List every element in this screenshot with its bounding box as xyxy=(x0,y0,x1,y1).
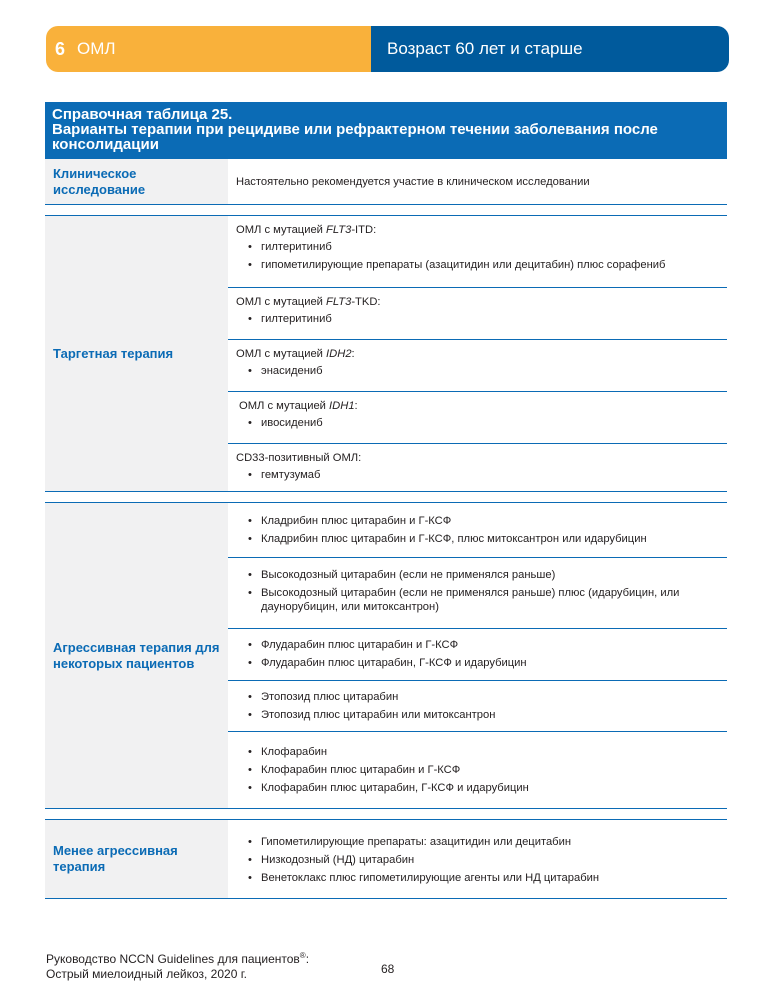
list-item: • гемтузумаб xyxy=(236,468,719,482)
section-less-aggressive-therapy xyxy=(45,820,727,899)
table-cell xyxy=(228,339,727,391)
chapter-number: 6 xyxy=(55,38,66,59)
list-item: • гилтеритиниб xyxy=(236,312,719,326)
list-item: • Этопозид плюс цитарабин xyxy=(236,690,719,704)
section-divider xyxy=(45,809,727,820)
table-cell xyxy=(228,557,727,628)
section-body xyxy=(228,503,727,808)
age-group-title: Возраст 60 лет и старше xyxy=(387,39,583,58)
bullet-list xyxy=(236,638,719,670)
section-label: Менее агрессивная терапия xyxy=(53,843,178,874)
reference-table xyxy=(45,102,727,899)
list-item: • Этопозид плюс цитарабин или митоксантрон xyxy=(236,708,719,722)
list-item: • Кладрибин плюс цитарабин и Г-КСФ, плюс митоксантрон или идарубицин xyxy=(236,532,719,546)
table-cell xyxy=(228,680,727,731)
table-cell xyxy=(228,216,727,287)
bullet-list xyxy=(236,416,719,430)
bullet-list xyxy=(236,364,719,378)
section-body xyxy=(228,159,727,204)
page-footer xyxy=(46,948,309,982)
list-item: • гилтеритиниб xyxy=(236,240,719,254)
table-title xyxy=(45,102,727,159)
table-cell xyxy=(228,443,727,492)
age-group-banner xyxy=(371,26,729,72)
chapter-tab xyxy=(46,26,371,72)
footer-subtitle: Острый миелоидный лейкоз, 2020 г. xyxy=(46,967,247,981)
list-item: • Венетоклакс плюс гипометилирующие агенты или НД цитарабин xyxy=(236,871,719,885)
section-aggressive-therapy xyxy=(45,503,727,809)
cd33-heading: CD33-позитивный ОМЛ: xyxy=(236,452,362,464)
list-item: • Кладрибин плюс цитарабин и Г-КСФ xyxy=(236,514,719,528)
list-item: • Клофарабин xyxy=(236,745,719,759)
cell-text: Настоятельно рекомендуется участие в клиническом исследовании xyxy=(236,175,590,188)
section-body xyxy=(228,820,727,898)
list-item: • Высокодозный цитарабин (если не применялся раньше) плюс (идарубицин, или даунорубицин, или митоксантрон) xyxy=(236,586,719,614)
section-divider xyxy=(45,205,727,216)
list-item: • Высокодозный цитарабин (если не применялся раньше) xyxy=(236,568,719,582)
table-cell xyxy=(228,287,727,339)
list-item: • ивосидениб xyxy=(236,416,719,430)
table-cell xyxy=(228,820,727,898)
section-body xyxy=(228,216,727,491)
list-item: • Флударабин плюс цитарабин, Г-КСФ и идарубицин xyxy=(236,656,719,670)
chapter-title: ОМЛ xyxy=(77,39,116,58)
section-label: Клиническое исследование xyxy=(53,165,146,197)
page-number: 68 xyxy=(381,962,395,976)
table-cell xyxy=(228,731,727,808)
table-title-line-2: Варианты терапии при рецидиве или рефрактерном течении заболевания после xyxy=(52,121,658,138)
section-targeted-therapy xyxy=(45,216,727,492)
bullet-list xyxy=(236,690,719,722)
chapter-header xyxy=(46,26,729,72)
bullet-list xyxy=(236,568,719,614)
section-label: Таргетная терапия xyxy=(53,345,174,361)
list-item: • гипометилирующие препараты (азацитидин или децитабин) плюс сорафениб xyxy=(236,258,719,272)
list-item: • Низкодозный (НД) цитарабин xyxy=(236,853,719,867)
bullet-list xyxy=(236,514,719,546)
table-title-line-1: Справочная таблица 25. xyxy=(52,106,233,123)
list-item: • энасидениб xyxy=(236,364,719,378)
bullet-list xyxy=(236,468,719,482)
bullet-list xyxy=(236,745,719,795)
section-divider xyxy=(45,492,727,503)
table-cell xyxy=(228,159,727,204)
section-label: Агрессивная терапия для некоторых пациентов xyxy=(53,639,220,671)
table-cell xyxy=(228,391,727,443)
bullet-list xyxy=(236,312,719,326)
list-item: • Гипометилирующие препараты: азацитидин или децитабин xyxy=(236,835,719,849)
list-item: • Флударабин плюс цитарабин и Г-КСФ xyxy=(236,638,719,652)
mutation-heading: ОМЛ с мутацией FLT3-TKD: xyxy=(236,296,381,308)
list-item: • Клофарабин плюс цитарабин, Г-КСФ и идарубицин xyxy=(236,781,719,795)
table-cell xyxy=(228,503,727,557)
footer-publication: Руководство NCCN Guidelines для пациентов®: xyxy=(46,951,310,966)
section-clinical-trial xyxy=(45,159,727,205)
mutation-heading: ОМЛ с мутацией IDH2: xyxy=(236,348,355,360)
mutation-heading: ОМЛ с мутацией IDH1: xyxy=(239,400,358,412)
list-item: • Клофарабин плюс цитарабин и Г-КСФ xyxy=(236,763,719,777)
table-cell xyxy=(228,628,727,680)
mutation-heading: ОМЛ с мутацией FLT3-ITD: xyxy=(236,224,377,236)
bullet-list xyxy=(236,240,719,272)
table-title-line-3: консолидации xyxy=(52,136,159,153)
bullet-list xyxy=(236,835,719,885)
